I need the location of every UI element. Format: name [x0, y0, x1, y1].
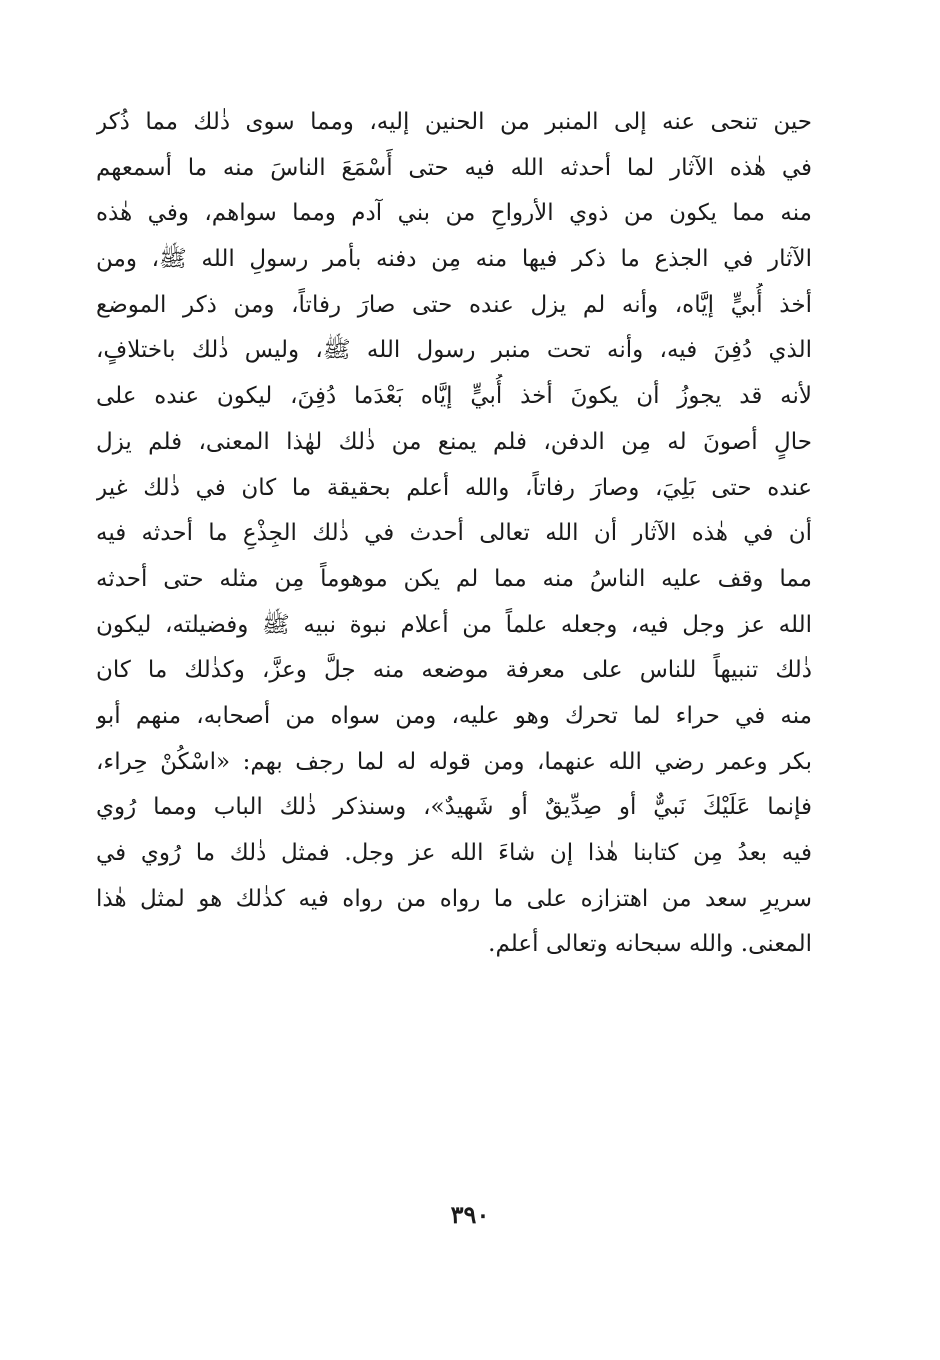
- text-line: حالٍ أصونَ له مِن الدفن، فلم يمنع من ذٰلك لهٰذا المعنى، فلم يزل: [96, 428, 812, 455]
- body-text: [96, 100, 812, 968]
- text-line: الذي دُفِنَ فيه، وأنه تحت منبر رسول الله ﷺ، وليس ذٰلك باختلافٍ،: [96, 337, 812, 364]
- text-line: الله عز وجل فيه، وجعله علماً من أعلام نبوة نبيه ﷺ وفضيلته، ليكون: [96, 611, 812, 638]
- text-line: في هٰذه الآثار لما أحدثه الله فيه حتى أَسْمَعَ الناسَ منه ما أسمعهم: [96, 154, 812, 181]
- text-line-last: المعنى. والله سبحانه وتعالى أعلم.: [488, 931, 812, 958]
- text-line: عنده حتى بَلِيَ، وصارَ رفاتاً، والله أعلم بحقيقة ما كان في ذٰلك غير: [96, 474, 812, 501]
- text-line: منه في حراء لما تحرك وهو عليه، ومن سواه من أصحابه، منهم أبو: [96, 702, 812, 729]
- text-line: أن في هٰذه الآثار أن الله تعالى أحدث في ذٰلك الجِذْعِ ما أحدثه فيه: [96, 520, 812, 547]
- text-line: حين تنحى عنه إلى المنبر من الحنين إليه، ومما سوى ذٰلك مما ذُكر: [96, 109, 812, 135]
- text-line: الآثار في الجذع ما ذكر فيها منه مِن دفنه بأمر رسولِ الله ﷺ، ومن: [96, 246, 812, 273]
- text-line: فيه بعدُ مِن كتابنا هٰذا إن شاءَ الله عز وجل. فمثل ذٰلك ما رُوي في: [96, 840, 812, 866]
- page-number: ٣٩٠: [450, 1200, 490, 1229]
- text-line: منه مما يكون من ذوي الأرواحِ من بني آدم ومما سواهم، وفي هٰذه: [96, 200, 812, 227]
- text-line: سريرِ سعد من اهتزازه على ما رواه من رواه فيه كذٰلك هو لمثل هٰذا: [96, 885, 812, 912]
- text-line: فإنما عَلَيْكَ نَبيٌّ أو صِدِّيقٌ أو شَهيدٌ»، وسنذكر ذٰلك الباب ومما رُوي: [96, 794, 812, 821]
- text-line: لأنه قد يجوزُ أن يكونَ أخذ أُبيٍّ إيَّاه بَعْدَما دُفِنَ، ليكون عنده على: [96, 383, 812, 410]
- text-line: أخذ أُبيٍّ إيَّاه، وأنه لم يزل عنده حتى صارَ رفاتاً، ومن ذكر الموضع: [96, 291, 812, 318]
- text-line: ذٰلك تنبيهاً للناس على معرفة موضعه منه جلَّ وعزَّ، وكذٰلك ما كان: [96, 657, 812, 684]
- text-line: بكر وعمر رضي الله عنهما، ومن قوله له لما رجف بهم: «اسْكُنْ حِراء،: [96, 748, 812, 775]
- text-line: مما وقف عليه الناسُ منه مما لم يكن موهوماً مِن مثله حتى أحدثه: [96, 565, 812, 592]
